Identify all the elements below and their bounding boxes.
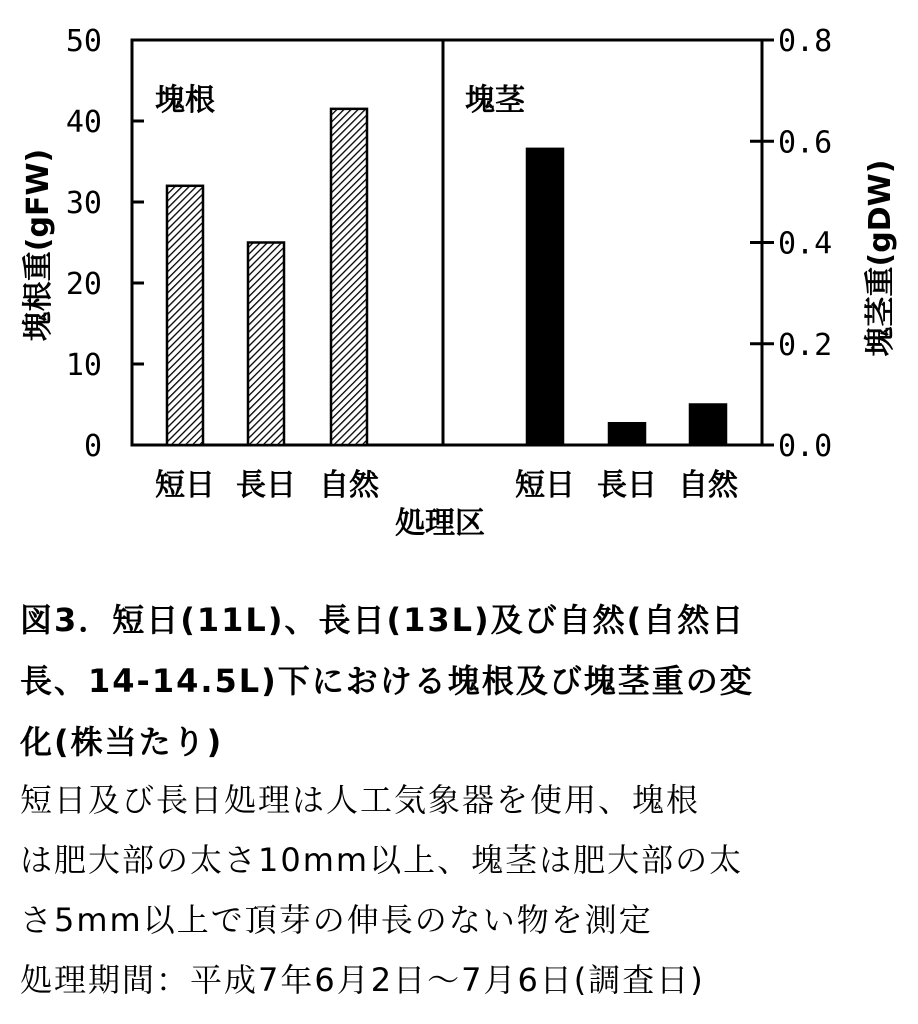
left-tick-label: 30 [65,186,102,221]
figure-caption-title [20,590,900,773]
plot-frame [132,40,762,445]
left-tick-label: 10 [65,348,102,383]
right-axis-title: 塊茎重(gDW) [863,159,898,357]
right-tick-label: 0.6 [778,125,833,161]
left-tick-label: 50 [65,24,102,59]
caption-body-line: さ5mm以上で頂芽の伸長のない物を測定 [20,901,653,939]
left-axis-title: 塊根重(gFW) [21,148,56,342]
x-axis-title: 処理区 [395,506,485,541]
caption-body-line: 短日及び長日処理は人工気象器を使用、塊根 [20,781,701,819]
bar-tuberous-root-1 [167,186,203,445]
left-tick-label: 0 [83,429,102,464]
right-tick-label: 0.4 [778,226,833,262]
panel-label-tuber: 塊茎 [465,83,525,118]
right-tick-label: 0.8 [778,24,833,59]
category-label: 長日 [597,468,657,503]
plot-border [132,40,762,445]
bar-tuber-3 [690,405,726,446]
panel-label-tuberous-root: 塊根 [155,83,215,118]
category-labels [155,468,739,503]
figure-caption-body [20,770,900,1010]
caption-title-line: 図3．短日(11L)、長日(13L)及び自然(自然日 [20,601,746,639]
bars [167,109,726,445]
category-label: 長日 [236,468,296,503]
bar-tuberous-root-3 [331,109,367,445]
caption-title-line: 長、14-14.5L)下における塊根及び塊茎重の変 [20,662,754,700]
caption-body-line: 処理期間：平成7年6月2日～7月6日(調査日) [20,961,705,999]
category-label: 自然 [678,468,738,503]
caption-title-line: 化(株当たり) [20,723,224,761]
right-tick-label: 0.2 [778,327,833,363]
left-tick-label: 20 [65,267,102,302]
caption-body-line: は肥大部の太さ10mm以上、塊茎は肥大部の太 [20,841,744,879]
category-label: 短日 [515,468,575,503]
left-tick-label: 40 [65,105,102,140]
bar-tuberous-root-2 [248,243,284,446]
right-tick-label: 0.0 [778,429,833,464]
bar-tuber-1 [527,149,563,445]
bar-tuber-2 [609,423,645,445]
category-label: 自然 [319,468,379,503]
category-label: 短日 [155,468,215,503]
